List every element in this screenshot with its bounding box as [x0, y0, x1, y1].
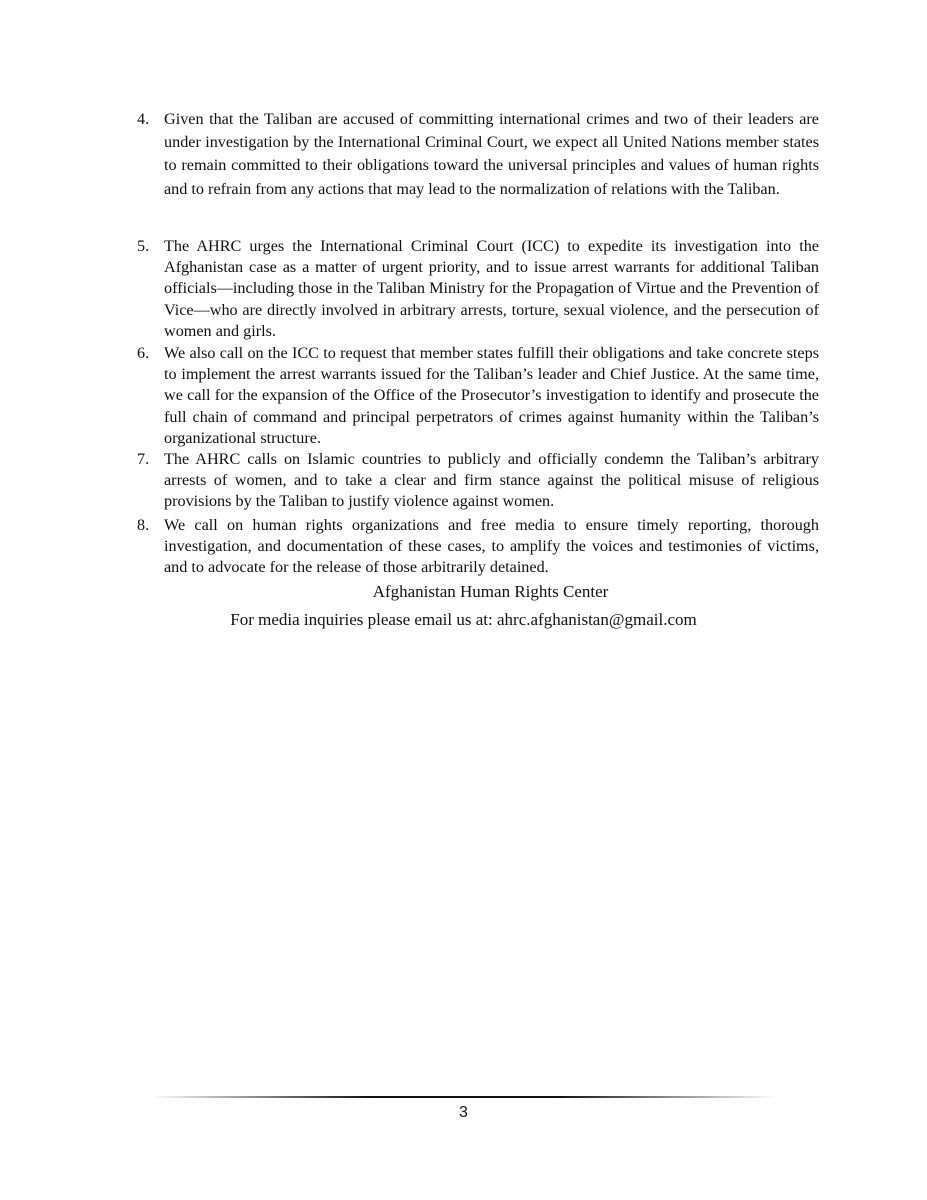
list-item: [137, 343, 819, 449]
footer-divider: [150, 1096, 777, 1098]
list-item-text: The AHRC calls on Islamic countries to publicly and officially condemn the Taliban’s arbitrary arrests of women, and to take a clear and firm stance against the political misuse of religious provisions by the Taliban to justify violence against women.: [164, 450, 819, 511]
organization-name: Afghanistan Human Rights Center: [372, 582, 609, 601]
list-item: [137, 236, 819, 342]
list-item-number: 8.: [137, 516, 150, 534]
list-item-text: We also call on the ICC to request that member states fulfill their obligations and take concrete steps to implement the arrest warrants issued for the Taliban’s leader and Chief Justice. At the same time, we call for the expansion of the Office of the Prosecutor’s investigation to identify and prosecute the full chain of command and principal perpetrators of crimes against humanity within the Taliban’s organizational structure.: [164, 344, 819, 447]
list-item-number: 5.: [137, 237, 150, 255]
list-item: [137, 515, 819, 579]
list-item-number: 4.: [137, 110, 150, 128]
list-item-text: We call on human rights organizations and free media to ensure timely reporting, thorough investigation, and documentation of these cases, to amplify the voices and testimonies of victims, and to advocate for the release of those arbitrarily detained.: [164, 516, 819, 577]
page-number: 3: [459, 1104, 468, 1121]
list-item: [137, 108, 819, 201]
list-item-number: 6.: [137, 344, 150, 362]
list-item-text: Given that the Taliban are accused of committing international crimes and two of their leaders are under investigation by the International Criminal Court, we expect all United Nations member states to remain committed to their obligations toward the universal principles and values of human rights and to refrain from any actions that may lead to the normalization of relations with the Taliban.: [164, 110, 819, 198]
list-item-number: 7.: [137, 450, 150, 468]
media-contact-line: For media inquiries please email us at: ahrc.afghanistan@gmail.com: [230, 610, 697, 629]
list-item-text: The AHRC urges the International Criminal Court (ICC) to expedite its investigation into the Afghanistan case as a matter of urgent priority, and to issue arrest warrants for additional Taliban officials—including those in the Taliban Ministry for the Propagation of Virtue and the Prevention of Vice—who are directly involved in arbitrary arrests, torture, sexual violence, and the persecution of women and girls.: [164, 237, 819, 340]
list-item: [137, 449, 819, 513]
